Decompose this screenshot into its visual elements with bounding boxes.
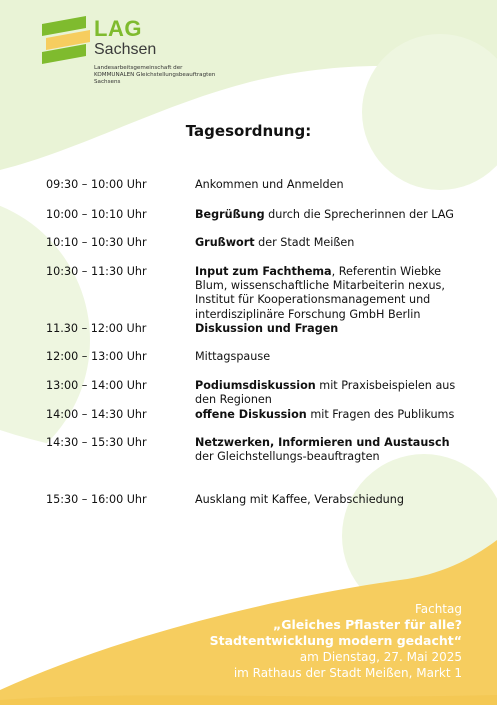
event-info [0,601,497,681]
logo-subtitle-line: Sachsens [94,79,121,85]
logo-text [94,18,254,86]
agenda-time: 11.30 – 12:00 Uhr [46,322,147,335]
agenda-desc [195,493,465,507]
agenda-desc [195,379,465,407]
agenda-desc-bold: Diskussion und Fragen [195,322,339,335]
agenda-time: 12:00 – 13:00 Uhr [46,350,147,363]
logo-lag: LAG [94,16,142,41]
logo-subtitle [94,65,254,86]
agenda-time: 10:30 – 11:30 Uhr [46,265,147,278]
agenda-time: 14:30 – 15:30 Uhr [46,436,147,449]
logo-subtitle-line: KOMMUNALEN Gleichstellungsbeauftragten [94,72,216,78]
agenda-desc-bold: Grußwort [195,236,255,249]
agenda-time: 13:00 – 14:00 Uhr [46,379,147,392]
agenda-desc [195,436,465,464]
page-title: Tagesordnung: [185,122,312,140]
agenda-desc-text: der Gleichstellungs-beauftragten [195,450,380,464]
event-date: am Dienstag, 27. Mai 2025 [299,650,462,664]
agenda-desc [195,265,465,322]
event-type: Fachtag [414,602,462,616]
agenda-desc-text: durch die Sprecherinnen der LAG [264,208,454,221]
agenda-time: 14:00 – 14:30 Uhr [46,408,147,421]
agenda-desc [195,408,465,422]
agenda-desc-bold: Input zum Fachthema [195,265,332,278]
agenda-desc-bold: offene Diskussion [195,408,307,421]
agenda-desc [195,178,465,192]
agenda-desc [195,236,465,250]
agenda-desc-text: mit Fragen des Publikums [306,408,455,421]
agenda-desc-text: der Stadt Meißen [254,236,355,249]
logo-sachsen: Sachsen [94,41,157,58]
agenda-desc [195,208,465,222]
agenda-desc-text: mit Praxisbeispielen aus den Regionen [195,379,456,407]
agenda-time: 09:30 – 10:00 Uhr [46,178,147,191]
event-title-line1: „Gleiches Pflaster für alle? [273,617,462,632]
agenda-time: 15:30 – 16:00 Uhr [46,493,147,506]
agenda-desc [195,350,465,364]
event-title-line2: Stadtentwicklung modern gedacht“ [209,633,462,648]
lag-logo [42,14,90,64]
agenda-desc-bold: Begrüßung [195,208,265,221]
agenda-time: 10:10 – 10:30 Uhr [46,236,147,249]
agenda-desc [195,322,465,336]
agenda-desc-bold: Netzwerken, Informieren und Austausch [195,436,450,449]
event-location: im Rathaus der Stadt Meißen, Markt 1 [233,666,462,680]
agenda-desc-text: , Referentin Wiebke Blum, wissenschaftliche Mitarbeiterin nexus, Institut für Kooperationsmanagement und interdisziplinäre Forschung GmbH Berlin [195,265,445,321]
agenda-desc-bold: Podiumsdiskussion [195,379,316,392]
lag-logo-icon [42,14,90,64]
agenda-desc-text: Ankommen und Anmelden [195,178,344,191]
agenda-desc-text: Mittagspause [195,350,271,363]
agenda-time: 10:00 – 10:10 Uhr [46,208,147,221]
agenda-desc-text: Ausklang mit Kaffee, Verabschiedung [195,493,404,506]
logo-subtitle-line: Landesarbeitsgemeinschaft der [94,65,183,71]
